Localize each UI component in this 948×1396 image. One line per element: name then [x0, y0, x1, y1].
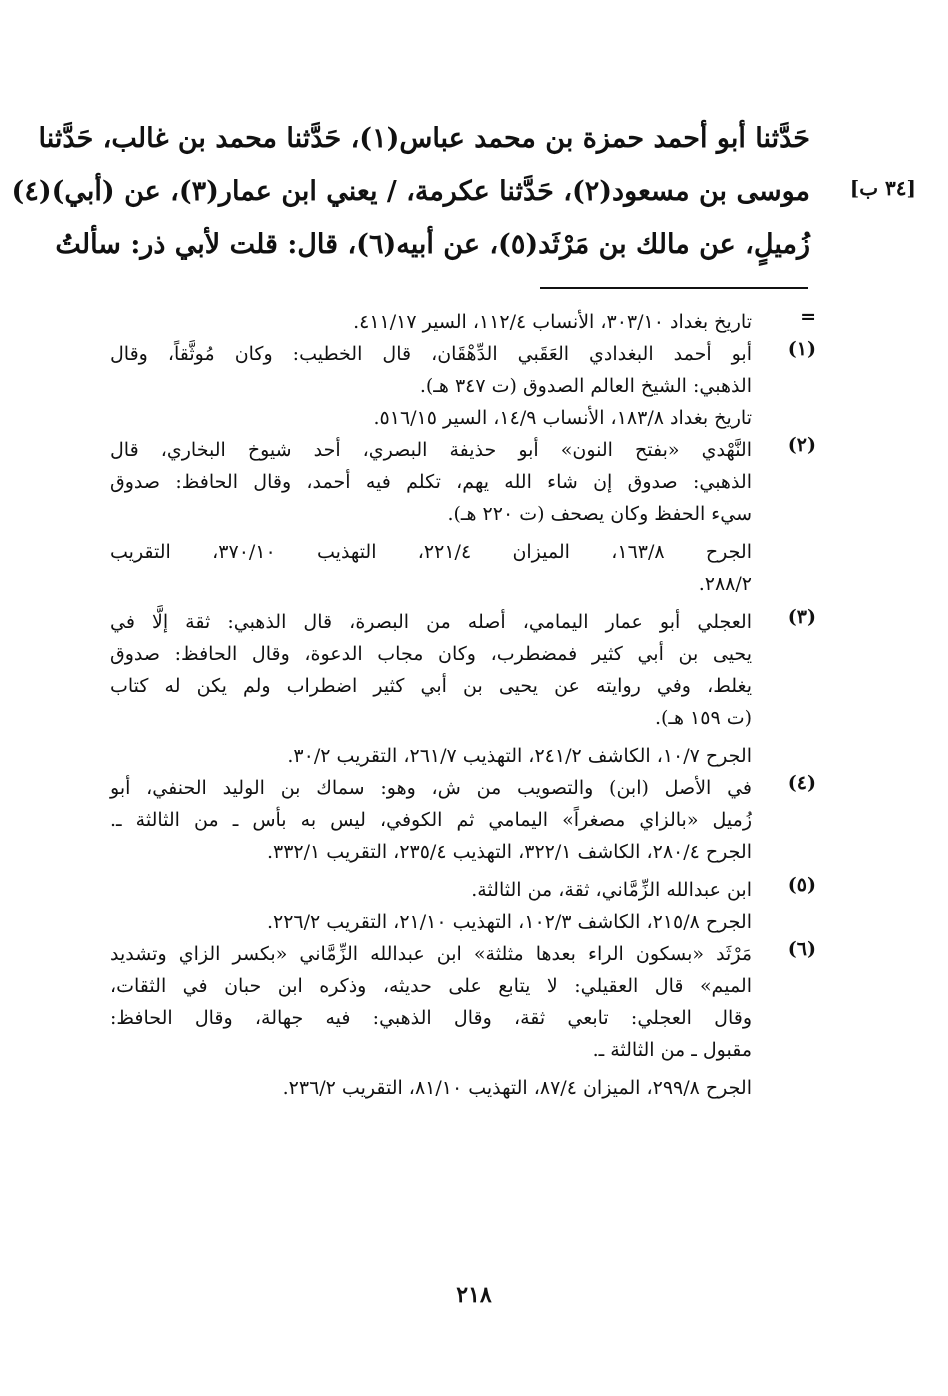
footnote-line: سيء الحفظ وكان يصحف (ت ٢٢٠ هـ).: [447, 503, 752, 525]
main-text-line: موسى بن مسعود(٢)، حَدَّثنا عكرمة، / يعني ابن عمار(٣)، عن (أبي)(٤): [11, 176, 810, 207]
footnote-5: [110, 874, 816, 938]
footnote-line: مقبول ـ من الثالثة ـ.: [592, 1039, 752, 1061]
footnote-reference-line: الجرح ٢١٥/٨، الكاشف ١٠٢/٣، التهذيب ٢١/١٠، التقريب ٢٢٦/٢.: [266, 911, 752, 933]
footnote-line: العجلي أبو عمار اليمامي، أصله من البصرة، قال الذهبي: ثقة إلَّا في: [110, 611, 752, 633]
footnote-line: الميم» قال العقيلي: لا يتابع على حديثه، وذكره ابن حبان في الثقات،: [110, 975, 752, 997]
footnote-line: النَّهْدي «بفتح النون» أبو حذيفة البصري، أحد شيوخ البخاري، قال: [110, 439, 752, 461]
footnote-line: يغلط، وفي روايته عن يحيى بن أبي كثير اضطراب ولم يكن له كتاب: [110, 675, 752, 697]
main-text-line: زُميلٍ، عن مالك بن مَرْثَد(٥)، عن أبيه(٦)، قال: قلت لأبي ذر: سألتُ: [55, 229, 810, 260]
footnote-marker: (١): [787, 338, 816, 360]
footnote-marker: (٢): [787, 434, 816, 456]
footnote-marker: (٣): [787, 606, 816, 628]
footnote-line: الذهبي: الشيخ العالم الصدوق (ت ٣٤٧ هـ).: [419, 375, 752, 397]
footnote-line: تاريخ بغداد ٣٠٣/١٠، الأنساب ١١٢/٤، السير ٤١١/١٧.: [353, 311, 752, 333]
footnote-3: [110, 606, 816, 772]
footnote-reference-line: تاريخ بغداد ١٨٣/٨، الأنساب ١٤/٩، السير ٥١٦/١٥.: [373, 407, 752, 429]
footnote-reference-line: الجرح ١٠/٧، الكاشف ٢٤١/٢، التهذيب ٢٦١/٧، التقريب ٣٠/٢.: [287, 745, 752, 767]
footnote-line: ابن عبدالله الزِّمَّاني، ثقة، من الثالثة.: [471, 879, 752, 901]
footnote-line: زُميل «بالزاي مصغراً» اليمامي ثم الكوفي، ليس به بأس ـ من الثالثة ـ.: [110, 809, 752, 831]
footnote-reference-line: ٢٨٨/٢.: [698, 573, 752, 595]
footnote-line: يحيى بن أبي كثير فمضطرب، وكان مجاب الدعوة، وقال الحافظ: صدوق: [110, 643, 752, 665]
footnote-line: وقال العجلي: تابعي ثقة، وقال الذهبي: فيه جهالة، وقال الحافظ:: [110, 1007, 752, 1029]
footnote-marker: =: [800, 306, 816, 328]
page-number: ٢١٨: [456, 1282, 492, 1308]
footnote-separator-rule: [540, 287, 808, 289]
footnote-1: [110, 338, 816, 434]
footnote-line: في الأصل (ابن) والتصويب من ش، وهو: سماك بن الوليد الحنفي، أبو: [110, 777, 752, 799]
footnote-marker: (٦): [787, 938, 816, 960]
footnote-2: [110, 434, 816, 600]
footnote-4: [110, 772, 816, 868]
main-text: [11, 112, 810, 271]
main-text-line: حَدَّثنا أبو أحمد حمزة بن محمد عباس(١)، حَدَّثنا محمد بن غالب، حَدَّثنا: [38, 123, 810, 154]
margin-folio-note: [٣٤ ب]: [849, 176, 916, 200]
footnotes: [110, 306, 816, 1104]
footnote-line: (ت ١٥٩ هـ).: [654, 707, 752, 729]
footnote-reference-line: الجرح ٢٨٠/٤، الكاشف ٣٢٢/١، التهذيب ٢٣٥/٤، التقريب ٣٣٢/١.: [266, 841, 752, 863]
footnote-reference-line: الجرح ١٦٣/٨، الميزان ٢٢١/٤، التهذيب ٣٧٠/١٠، التقريب: [110, 541, 753, 563]
footnote-line: أبو أحمد البغدادي العَقَبي الدِّهْقَان، قال الخطيب: وكان مُوثَّقاً، وقال: [110, 343, 752, 365]
footnote-reference-line: الجرح ٢٩٩/٨، الميزان ٨٧/٤، التهذيب ٨١/١٠، التقريب ٢٣٦/٢.: [282, 1077, 752, 1099]
footnote-continuation: [110, 306, 816, 338]
footnote-marker: (٥): [787, 874, 816, 896]
footnote-6: [110, 938, 816, 1104]
footnote-marker: (٤): [787, 772, 816, 794]
footnote-line: مَرْثَد «بسكون الراء بعدها مثلثة» ابن عبدالله الزِّمَّاني «بكسر الزاي وتشديد: [110, 943, 752, 965]
footnote-line: الذهبي: صدوق إن شاء الله يهم، تكلم فيه أحمد، وقال الحافظ: صدوق: [110, 471, 752, 493]
